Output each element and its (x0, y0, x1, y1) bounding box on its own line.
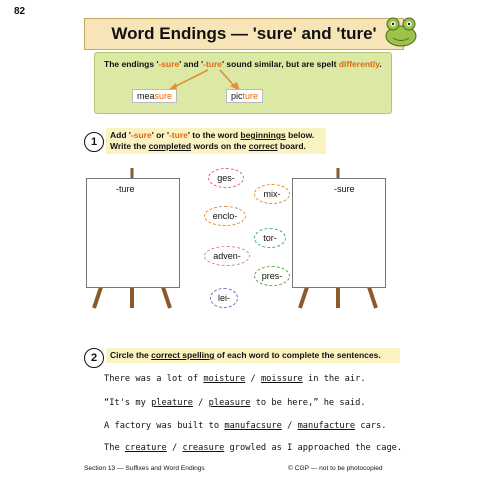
option-moissure[interactable]: moissure (260, 374, 303, 384)
footer-copyright: © CGP — not to be photocopied (288, 465, 383, 472)
option-creasure[interactable]: creasure (182, 443, 225, 453)
example-measure: measure (132, 89, 177, 103)
page-number: 82 (14, 6, 26, 17)
question-2-instruction: Circle the correct spelling of each word to complete the sentences. (106, 348, 400, 363)
question-1-number: 1 (84, 132, 104, 152)
intro-text: The endings '-sure' and '-ture' sound similar, but are spelt differently. (104, 59, 382, 69)
sentence-3: A factory was built to manufacsure / manufacture cars. (104, 421, 387, 431)
option-pleasure[interactable]: pleasure (208, 398, 251, 408)
board-ture-label: -ture (116, 184, 135, 194)
option-creature[interactable]: creature (124, 443, 167, 453)
word-chip: adven- (204, 246, 250, 266)
frog-icon (378, 14, 424, 48)
word-chip: mix- (254, 184, 290, 204)
footer-section: Section 13 — Suffixes and Word Endings (84, 465, 205, 472)
word-chip: tor- (254, 228, 286, 248)
option-manufacture[interactable]: manufacture (297, 421, 356, 431)
word-chip: pres- (254, 266, 290, 286)
sentence-2: “It's my pleature / pleasure to be here,” he said. (104, 398, 366, 408)
sentence-4: The creature / creasure growled as I approached the cage. (104, 443, 403, 453)
question-2-number: 2 (84, 348, 104, 368)
word-chip: enclo- (204, 206, 246, 226)
board-ture[interactable] (86, 178, 180, 288)
word-chip: lei- (210, 288, 238, 308)
example-picture: picture (226, 89, 263, 103)
title-banner (84, 18, 404, 50)
sentence-1: There was a lot of moisture / moissure in the air. (104, 374, 366, 384)
question-1-instruction: Add '-sure' or '-ture' to the word beginnings below. Write the completed words on the correct board. (106, 128, 326, 154)
option-manufacsure[interactable]: manufacsure (224, 421, 282, 431)
option-moisture[interactable]: moisture (203, 374, 246, 384)
option-pleature[interactable]: pleature (151, 398, 193, 408)
board-sure-label: -sure (334, 184, 355, 194)
word-chip: ges- (208, 168, 244, 188)
board-sure[interactable] (292, 178, 386, 288)
page-title: Word Endings — 'sure' and 'ture' (111, 24, 377, 43)
